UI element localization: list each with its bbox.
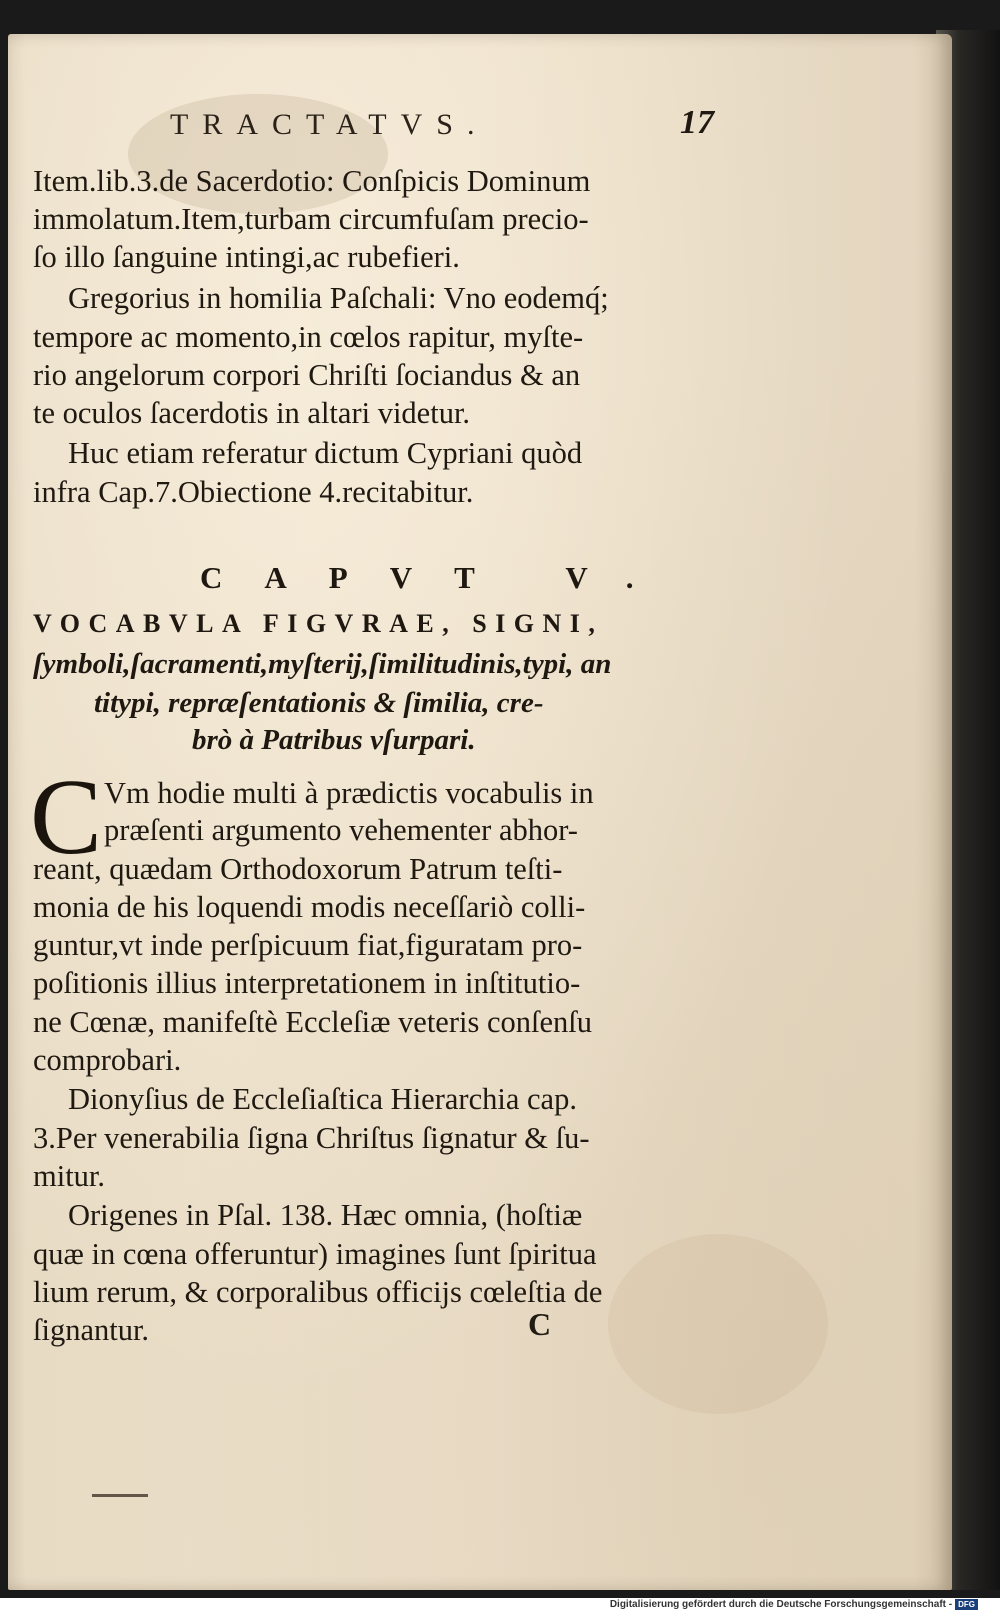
ink-mark — [92, 1494, 148, 1517]
text-line: ne Cœnæ, manifeſtè Eccleſiæ veteris conſenſu — [33, 1005, 592, 1039]
text-line: immolatum.Item,turbam circumfuſam precio- — [33, 202, 589, 236]
text-line: ſo illo ſanguine intingi,ac rubefieri. — [33, 240, 460, 274]
text-line: poſitionis illius interpretationem in inſtitutio- — [33, 966, 581, 1000]
text-line: præſenti argumento vehementer abhor- — [104, 813, 578, 847]
text-line: rio angelorum corpori Chriſti ſociandus & an — [33, 358, 581, 392]
text-line: Dionyſius de Eccleſiaſtica Hierarchia cap. — [68, 1082, 577, 1116]
text-line: reant, quædam Orthodoxorum Patrum teſti- — [33, 852, 563, 886]
text-line: Vm hodie multi à prædictis vocabulis in — [104, 776, 594, 810]
signature-mark: C — [528, 1306, 552, 1342]
chapter-title-line: VOCABVLA FIGVRAE, SIGNI, — [33, 609, 604, 638]
digitization-credit — [610, 1599, 978, 1610]
chapter-heading: CAPVT V. — [200, 560, 676, 595]
text-line: guntur,vt inde perſpicuum fiat,figuratam pro- — [33, 928, 583, 962]
text-line: quæ in cœna offeruntur) imagines ſunt ſpiritua — [33, 1237, 597, 1271]
chapter-title-line: titypi, repræſentationis & ſimilia, cre- — [94, 687, 544, 719]
text-line: te oculos ſacerdotis in altari videtur. — [33, 396, 471, 430]
text-line: 3.Per venerabilia ſigna Chriſtus ſignatur & ſu- — [33, 1121, 590, 1155]
text-line: Huc etiam referatur dictum Cypriani quòd — [68, 436, 583, 470]
credit-text: Digitalisierung gefördert durch die Deutsche Forschungsgemeinschaft - — [609, 1599, 953, 1610]
text-line: lium rerum, & corporalibus officijs cœleſtia de — [33, 1275, 603, 1309]
dfg-logo: DFG — [955, 1599, 978, 1610]
text-line: tempore ac momento,in cœlos rapitur, myſte- — [33, 320, 584, 354]
chapter-title-line: ſymboli,ſacramenti,myſterij,ſimilitudinis,typi, an — [33, 648, 612, 680]
text-line: ſignantur. — [33, 1313, 150, 1347]
chapter-title-line: brò à Patribus vſurpari. — [192, 724, 476, 756]
text-line: Gregorius in homilia Paſchali: Vno eodemq́; — [68, 281, 609, 315]
running-head: TRACTATVS. — [170, 108, 489, 141]
text-line: Origenes in Pſal. 138. Hæc omnia, (hoſtiæ — [68, 1198, 583, 1232]
text-line: monia de his loquendi modis neceſſariò colli- — [33, 890, 586, 924]
text-line: Item.lib.3.de Sacerdotio: Conſpicis Dominum — [33, 164, 591, 198]
text-line: infra Cap.7.Obiectione 4.recitabitur. — [33, 475, 474, 509]
text-line: mitur. — [33, 1159, 106, 1193]
text-line: comprobari. — [33, 1043, 182, 1077]
page-number: 17 — [680, 104, 714, 141]
drop-cap: C — [30, 758, 103, 877]
